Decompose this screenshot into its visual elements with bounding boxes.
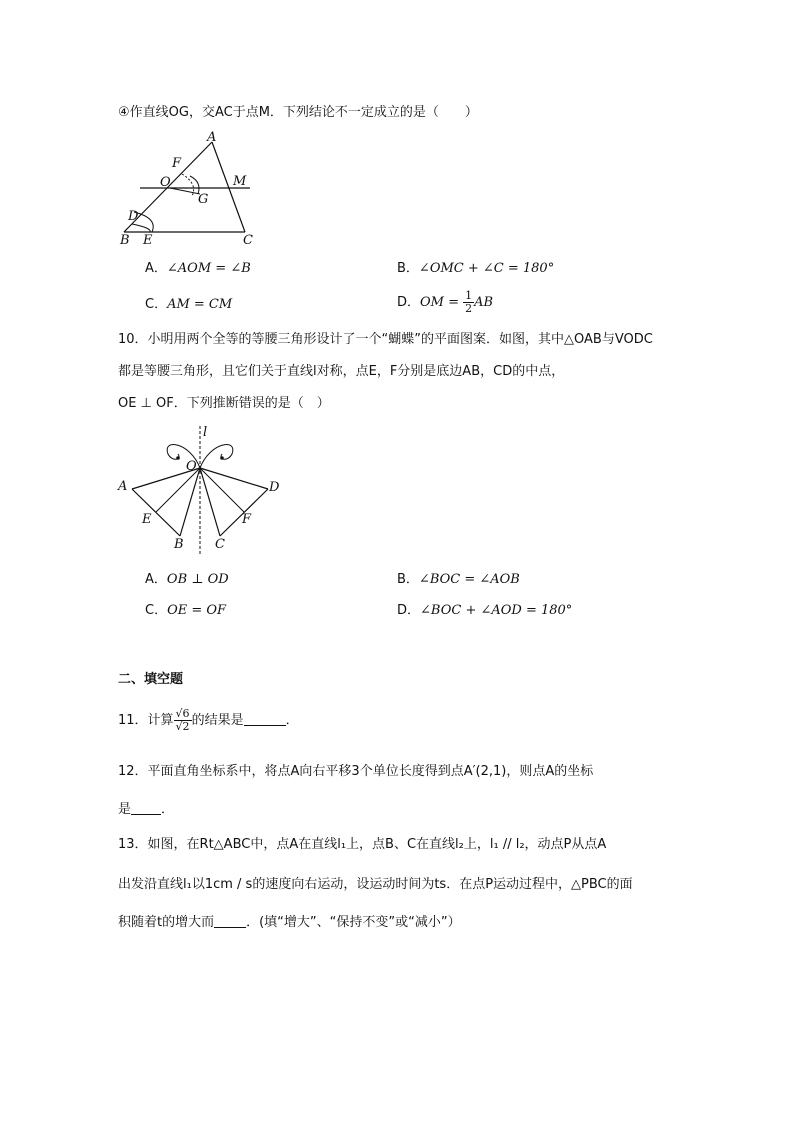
q10-line-3: OE ⊥ OF．下列推断错误的是（ ） <box>118 396 330 411</box>
q9-option-c[interactable] <box>145 296 232 314</box>
option-label: D． <box>397 603 421 618</box>
q10-label-F: F <box>242 512 252 527</box>
option-label: B． <box>397 572 419 587</box>
q9-option-d[interactable]: D．OM = $\frac{1}{2}$ AB <box>397 289 494 315</box>
option-text: ∠BOC = ∠AOB <box>418 572 520 587</box>
q13-line-3: 积随着t的增大而 ．(填“增大”、“保持不变”或“减小”） <box>118 915 461 930</box>
q10-label-D: D <box>269 480 280 495</box>
q10-label-O: O <box>186 459 197 474</box>
answer-blank[interactable] <box>131 800 161 815</box>
q10-line-2: 都是等腰三角形，且它们关于直线l对称，点E，F分别是底边AB，CD的中点， <box>118 364 565 379</box>
option-text: OE = OF <box>167 603 227 618</box>
q10-line-1: 10．小明用两个全等的等腰三角形设计了一个“蝴蝶”的平面图案．如图，其中△OAB与VODC <box>118 332 653 347</box>
q10-label-B: B <box>174 537 184 552</box>
q10-label-C: C <box>215 537 225 552</box>
option-text: ∠BOC + ∠AOD = 180° <box>420 603 573 618</box>
answer-blank[interactable] <box>214 913 246 928</box>
q9-label-G: G <box>198 192 209 207</box>
q9-option-a[interactable] <box>145 260 251 278</box>
q10-label-E: E <box>142 512 152 527</box>
q9-option-b[interactable] <box>397 260 554 278</box>
q9-label-D: D <box>128 209 139 224</box>
q12-line-2: 是 ． <box>118 802 175 817</box>
q9-label-F: F <box>172 156 182 171</box>
q10-butterfly-figure <box>112 420 292 558</box>
q9-label-C: C <box>243 233 253 248</box>
q9-triangle-figure <box>112 128 272 250</box>
option-text: OB ⊥ OD <box>166 572 229 587</box>
option-text: AM = CM <box>167 297 233 312</box>
q12-line-1: 12．平面直角坐标系中，将点A向右平移3个单位长度得到点A′(2,1)，则点A的坐标 <box>118 764 594 779</box>
option-label: D． <box>397 295 421 310</box>
q10-option-d[interactable] <box>397 602 572 620</box>
option-text: ∠AOM = ∠B <box>166 261 251 276</box>
q9-label-A: A <box>207 130 217 145</box>
q13-line-2: 出发沿直线l₁以1cm / s的速度向右运动，设运动时间为ts．在点P运动过程中，△PBC的面 <box>118 877 633 892</box>
option-label: C． <box>145 297 168 312</box>
fraction: $\frac{1}{2}$ <box>465 289 473 315</box>
q10-label-l: l <box>203 425 208 440</box>
q13-line-1: 13．如图，在Rt△ABC中，点A在直线l₁上，点B、C在直线l₂上，l₁ // l₂，动点P从点A <box>118 837 607 852</box>
option-text: OM = <box>420 295 464 310</box>
answer-blank[interactable] <box>244 711 286 726</box>
q11: 11．计算 $\frac{√6}{√2}$ 的结果是 ． <box>118 707 299 733</box>
section-title: 二、填空题 <box>118 672 184 687</box>
q10-label-A: A <box>118 479 128 494</box>
q9-label-M: M <box>233 174 247 189</box>
option-label: C． <box>145 603 168 618</box>
q10-option-a[interactable] <box>145 571 229 589</box>
option-label: A． <box>145 572 167 587</box>
q10-option-c[interactable] <box>145 602 226 620</box>
q9-label-O: O <box>160 175 171 190</box>
q9-label-B: B <box>120 233 130 248</box>
option-label: A． <box>145 261 167 276</box>
q10-option-b[interactable] <box>397 571 520 589</box>
q9-label-E: E <box>143 233 153 248</box>
option-text: ∠OMC + ∠C = 180° <box>418 261 555 276</box>
q11-fraction: $\frac{√6}{√2}$ <box>175 707 190 733</box>
q9-stem: ④作直线OG，交AC于点M．下列结论不一定成立的是（ ） <box>118 105 478 120</box>
option-label: B． <box>397 261 419 276</box>
